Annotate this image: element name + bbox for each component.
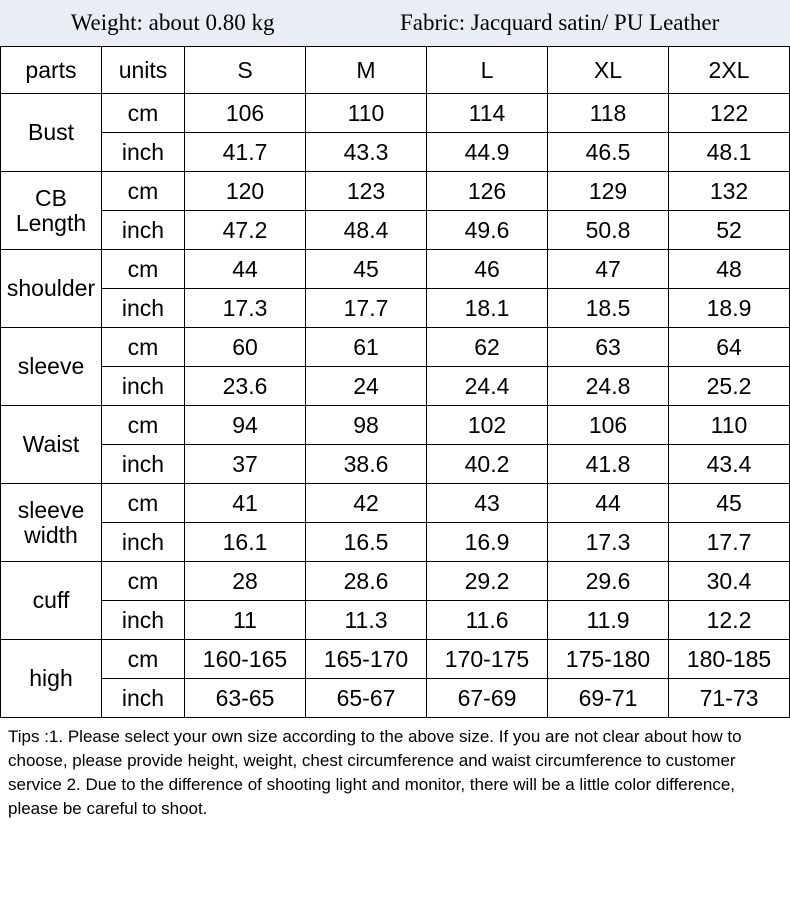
cell-value: 12.2 <box>669 601 790 640</box>
table-row <box>1 94 790 133</box>
cell-value: 18.5 <box>548 289 669 328</box>
table-row <box>1 406 790 445</box>
tips-text: Tips :1. Please select your own size according to the above size. If you are not clear about how to choose, please provide height, weight, chest circumference and waist circumference to customer service 2. Due to the difference of shooting light and monitor, there will be a little color difference, please be careful to shoot. <box>8 727 742 819</box>
cell-value: 120 <box>185 172 306 211</box>
cell-value: 11.6 <box>427 601 548 640</box>
header-units: units <box>102 47 185 94</box>
cell-value: 43 <box>427 484 548 523</box>
cell-value: 38.6 <box>306 445 427 484</box>
table-row <box>1 484 790 523</box>
size-table <box>0 46 790 718</box>
cell-value: 46.5 <box>548 133 669 172</box>
unit-inch: inch <box>102 601 185 640</box>
unit-cm: cm <box>102 406 185 445</box>
cell-value: 18.1 <box>427 289 548 328</box>
cell-value: 40.2 <box>427 445 548 484</box>
cell-value: 102 <box>427 406 548 445</box>
cell-value: 118 <box>548 94 669 133</box>
cell-value: 114 <box>427 94 548 133</box>
cell-value: 17.3 <box>185 289 306 328</box>
cell-value: 43.4 <box>669 445 790 484</box>
cell-value: 47 <box>548 250 669 289</box>
cell-value: 160-165 <box>185 640 306 679</box>
table-row <box>1 562 790 601</box>
cell-value: 63 <box>548 328 669 367</box>
cell-value: 60 <box>185 328 306 367</box>
table-row <box>1 523 790 562</box>
unit-inch: inch <box>102 289 185 328</box>
cell-value: 28.6 <box>306 562 427 601</box>
table-header-row <box>1 47 790 94</box>
table-row <box>1 640 790 679</box>
cell-value: 28 <box>185 562 306 601</box>
cell-value: 94 <box>185 406 306 445</box>
cell-value: 24 <box>306 367 427 406</box>
cell-value: 65-67 <box>306 679 427 718</box>
unit-cm: cm <box>102 94 185 133</box>
row-label-cuff: cuff <box>1 562 102 640</box>
cell-value: 23.6 <box>185 367 306 406</box>
cell-value: 132 <box>669 172 790 211</box>
size-table-body <box>1 47 790 718</box>
cell-value: 106 <box>185 94 306 133</box>
header-bar <box>0 0 790 46</box>
cell-value: 123 <box>306 172 427 211</box>
cell-value: 43.3 <box>306 133 427 172</box>
cell-value: 47.2 <box>185 211 306 250</box>
cell-value: 45 <box>669 484 790 523</box>
cell-value: 29.6 <box>548 562 669 601</box>
cell-value: 98 <box>306 406 427 445</box>
cell-value: 25.2 <box>669 367 790 406</box>
cell-value: 44 <box>548 484 669 523</box>
cell-value: 48.1 <box>669 133 790 172</box>
row-label-high: high <box>1 640 102 718</box>
cell-value: 41 <box>185 484 306 523</box>
unit-cm: cm <box>102 562 185 601</box>
cell-value: 18.9 <box>669 289 790 328</box>
header-size-m: M <box>306 47 427 94</box>
cell-value: 106 <box>548 406 669 445</box>
unit-inch: inch <box>102 211 185 250</box>
cell-value: 45 <box>306 250 427 289</box>
cell-value: 46 <box>427 250 548 289</box>
unit-inch: inch <box>102 367 185 406</box>
cell-value: 61 <box>306 328 427 367</box>
cell-value: 50.8 <box>548 211 669 250</box>
unit-inch: inch <box>102 523 185 562</box>
row-label-shoulder: shoulder <box>1 250 102 328</box>
cell-value: 110 <box>306 94 427 133</box>
cell-value: 16.1 <box>185 523 306 562</box>
cell-value: 110 <box>669 406 790 445</box>
cell-value: 129 <box>548 172 669 211</box>
fabric-label: Fabric: Jacquard satin/ PU Leather <box>399 10 720 35</box>
cell-value: 41.7 <box>185 133 306 172</box>
cell-value: 62 <box>427 328 548 367</box>
cell-value: 180-185 <box>669 640 790 679</box>
cell-value: 64 <box>669 328 790 367</box>
cell-value: 48 <box>669 250 790 289</box>
unit-cm: cm <box>102 328 185 367</box>
cell-value: 67-69 <box>427 679 548 718</box>
cell-value: 44 <box>185 250 306 289</box>
row-label-bust: Bust <box>1 94 102 172</box>
unit-inch: inch <box>102 679 185 718</box>
cell-value: 24.4 <box>427 367 548 406</box>
header-size-xl: XL <box>548 47 669 94</box>
unit-cm: cm <box>102 250 185 289</box>
table-row <box>1 250 790 289</box>
table-row <box>1 367 790 406</box>
cell-value: 37 <box>185 445 306 484</box>
table-row <box>1 172 790 211</box>
unit-inch: inch <box>102 133 185 172</box>
table-row <box>1 289 790 328</box>
cell-value: 16.5 <box>306 523 427 562</box>
cell-value: 16.9 <box>427 523 548 562</box>
cell-value: 165-170 <box>306 640 427 679</box>
cell-value: 69-71 <box>548 679 669 718</box>
cell-value: 44.9 <box>427 133 548 172</box>
cell-value: 49.6 <box>427 211 548 250</box>
cell-value: 71-73 <box>669 679 790 718</box>
unit-cm: cm <box>102 484 185 523</box>
cell-value: 11.3 <box>306 601 427 640</box>
cell-value: 11 <box>185 601 306 640</box>
cell-value: 175-180 <box>548 640 669 679</box>
row-label-sleeve: sleeve <box>1 328 102 406</box>
cell-value: 122 <box>669 94 790 133</box>
table-row <box>1 211 790 250</box>
cell-value: 17.7 <box>306 289 427 328</box>
header-size-2xl: 2XL <box>669 47 790 94</box>
table-row <box>1 445 790 484</box>
unit-cm: cm <box>102 640 185 679</box>
row-label-cb-length: CB Length <box>1 172 102 250</box>
table-row <box>1 328 790 367</box>
cell-value: 126 <box>427 172 548 211</box>
cell-value: 17.7 <box>669 523 790 562</box>
cell-value: 41.8 <box>548 445 669 484</box>
cell-value: 42 <box>306 484 427 523</box>
header-size-s: S <box>185 47 306 94</box>
table-row <box>1 601 790 640</box>
unit-inch: inch <box>102 445 185 484</box>
table-row <box>1 133 790 172</box>
row-label-sleeve-width: sleeve width <box>1 484 102 562</box>
weight-label: Weight: about 0.80 kg <box>70 10 275 35</box>
cell-value: 48.4 <box>306 211 427 250</box>
header-parts: parts <box>1 47 102 94</box>
unit-cm: cm <box>102 172 185 211</box>
header-size-l: L <box>427 47 548 94</box>
cell-value: 17.3 <box>548 523 669 562</box>
table-row <box>1 679 790 718</box>
cell-value: 29.2 <box>427 562 548 601</box>
cell-value: 24.8 <box>548 367 669 406</box>
cell-value: 11.9 <box>548 601 669 640</box>
cell-value: 52 <box>669 211 790 250</box>
cell-value: 30.4 <box>669 562 790 601</box>
cell-value: 170-175 <box>427 640 548 679</box>
row-label-waist: Waist <box>1 406 102 484</box>
cell-value: 63-65 <box>185 679 306 718</box>
